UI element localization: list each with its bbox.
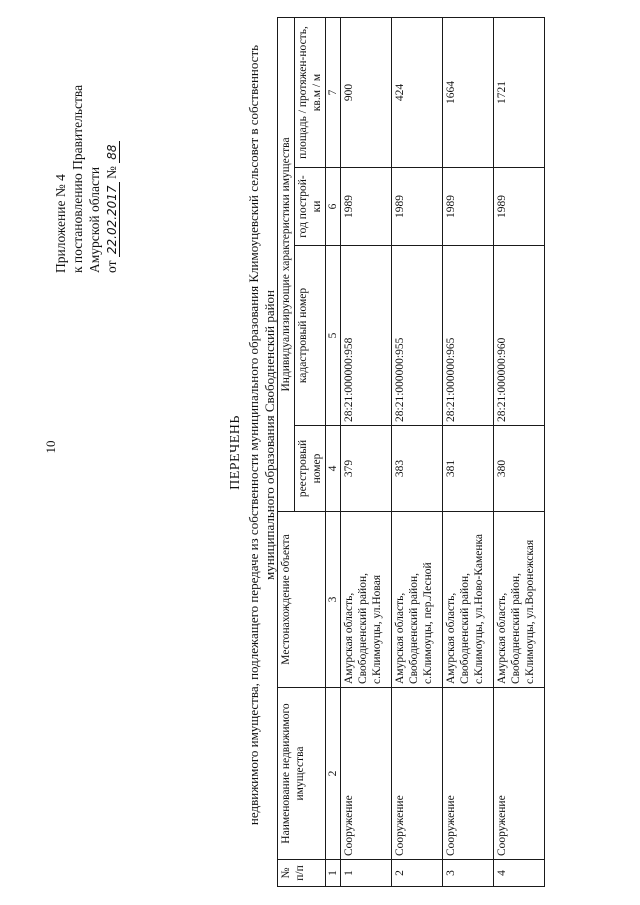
annex-line-2: к постановлению Правительства bbox=[70, 84, 85, 273]
table-row bbox=[392, 17, 443, 886]
annex-no-label: № bbox=[104, 166, 119, 180]
annex-number: 88 bbox=[105, 142, 120, 163]
property-table bbox=[277, 17, 545, 887]
header-area: площадь / протяжен-ность, кв.м / м bbox=[295, 17, 326, 167]
row-year: 1989 bbox=[443, 168, 494, 246]
header-name: Наименование недвижимого имущества bbox=[278, 688, 326, 860]
row-name: Сооружение bbox=[443, 688, 494, 860]
row-area: 1664 bbox=[443, 17, 494, 167]
row-year: 1989 bbox=[392, 168, 443, 246]
column-number: 2 bbox=[326, 688, 341, 860]
row-year: 1989 bbox=[341, 168, 392, 246]
row-num: 1 bbox=[341, 860, 392, 887]
row-cadastral: 28:21:000000:960 bbox=[494, 246, 545, 426]
row-registry: 381 bbox=[443, 426, 494, 512]
row-num: 3 bbox=[443, 860, 494, 887]
header-year: год построй-ки bbox=[295, 168, 326, 246]
row-name: Сооружение bbox=[341, 688, 392, 860]
annex-from-label: от bbox=[104, 260, 119, 273]
column-number: 4 bbox=[326, 426, 341, 512]
row-registry: 379 bbox=[341, 426, 392, 512]
row-area: 424 bbox=[392, 17, 443, 167]
row-num: 2 bbox=[392, 860, 443, 887]
column-number: 3 bbox=[326, 512, 341, 688]
row-registry: 380 bbox=[494, 426, 545, 512]
row-cadastral: 28:21:000000:958 bbox=[341, 246, 392, 426]
header-location: Местонахождение объекта bbox=[278, 512, 326, 688]
row-location: Амурская область, Свободненский район, с.Климоуцы, ул.Новая bbox=[341, 512, 392, 688]
header-characteristics: Индивидуализирующие характеристики имущества bbox=[278, 17, 295, 511]
table-row bbox=[443, 17, 494, 886]
header-cadastral: кадастровый номер bbox=[295, 246, 326, 426]
column-number: 5 bbox=[326, 246, 341, 426]
annex-date-line bbox=[103, 23, 121, 273]
annex-block bbox=[52, 23, 121, 273]
row-cadastral: 28:21:000000:965 bbox=[443, 246, 494, 426]
row-cadastral: 28:21:000000:955 bbox=[392, 246, 443, 426]
row-name: Сооружение bbox=[392, 688, 443, 860]
row-year: 1989 bbox=[494, 168, 545, 246]
page-number: 10 bbox=[43, 440, 58, 454]
column-number: 1 bbox=[326, 860, 341, 887]
row-area: 900 bbox=[341, 17, 392, 167]
row-location: Амурская область, Свободненский район, с.Климоуцы, ул.Ново-Каменка bbox=[443, 512, 494, 688]
annex-date: 22.02.2017 bbox=[105, 182, 120, 257]
row-location: Амурская область, Свободненский район, с.Климоуцы, пер.Лесной bbox=[392, 512, 443, 688]
row-area: 1721 bbox=[494, 17, 545, 167]
row-num: 4 bbox=[494, 860, 545, 887]
column-number: 6 bbox=[326, 168, 341, 246]
row-location: Амурская область, Свободненский район, с.Климоуцы, ул.Воронежская bbox=[494, 512, 545, 688]
document-subtitle: недвижимого имущества, подлежащего передаче из собственности муниципального образования Климоуцевский сельсовет в собственность муниципального образования Свободненский район bbox=[246, 44, 277, 826]
document-title: ПЕРЕЧЕНЬ bbox=[228, 415, 243, 490]
table-row bbox=[494, 17, 545, 886]
column-number: 7 bbox=[326, 17, 341, 167]
header-registry: реестровый номер bbox=[295, 426, 326, 512]
row-registry: 383 bbox=[392, 426, 443, 512]
header-num: № п/п bbox=[278, 860, 326, 887]
annex-line-1: Приложение № 4 bbox=[53, 174, 68, 273]
row-name: Сооружение bbox=[494, 688, 545, 860]
annex-line-3: Амурской области bbox=[87, 166, 102, 273]
table-row bbox=[341, 17, 392, 886]
